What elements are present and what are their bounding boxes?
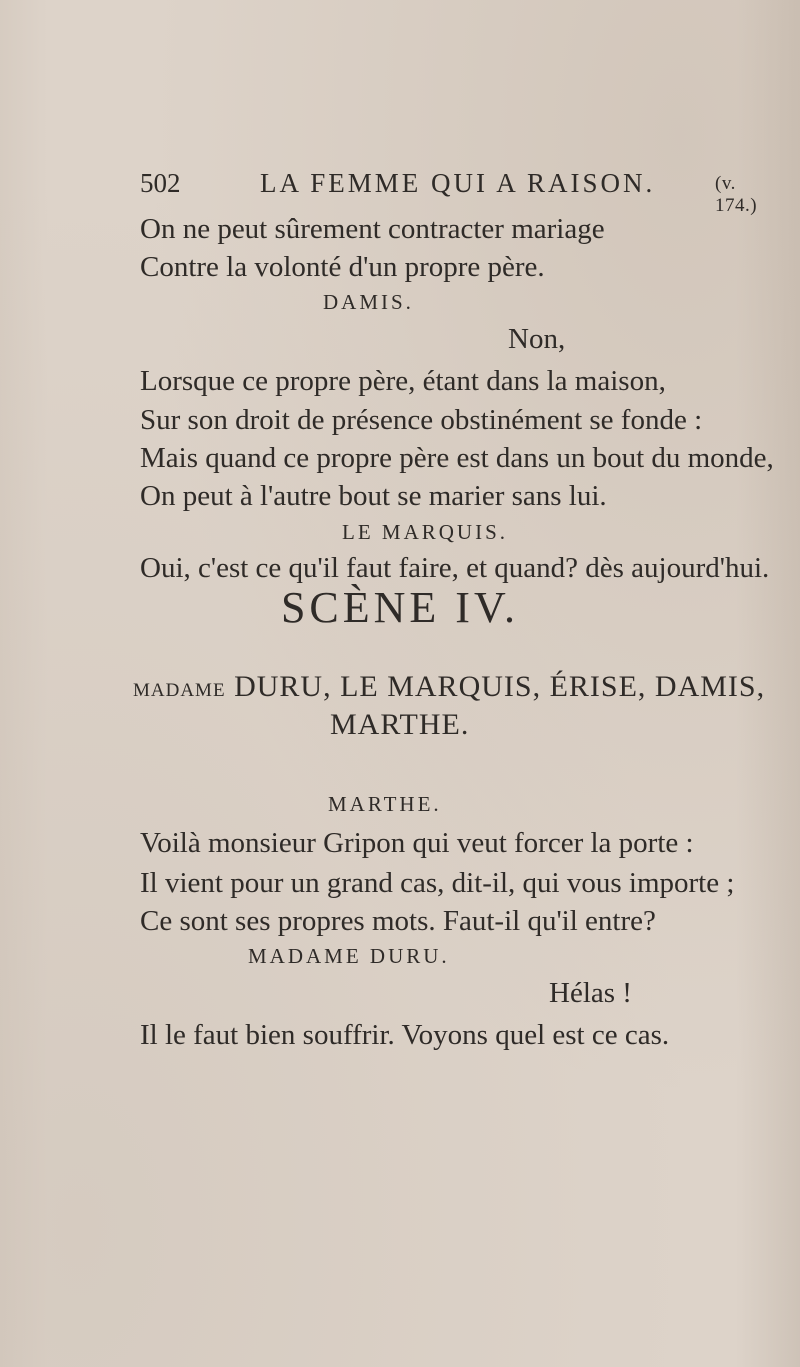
verse-line: Sur son droit de présence obstinément se fonde : (140, 404, 703, 436)
verse-reference: (v. 174.) (715, 173, 758, 216)
speaker-name: MARTHE. (328, 792, 442, 816)
verse-line: Ce sont ses propres mots. Faut-il qu'il entre? (140, 905, 656, 937)
speaker-name: DAMIS. (323, 290, 414, 314)
cast-names: DURU, LE MARQUIS, ÉRISE, DAMIS, (234, 670, 766, 703)
speaker-name: LE MARQUIS. (342, 520, 509, 544)
page-header (140, 168, 780, 216)
verse-line: Mais quand ce propre père est dans un bout du monde, (140, 442, 774, 474)
cast-list (133, 668, 765, 710)
verse-line: Oui, c'est ce qu'il faut faire, et quand? dès aujourd'hui. (140, 552, 770, 584)
running-title: LA FEMME QUI A RAISON. (260, 168, 656, 198)
page-number: 502 (140, 168, 181, 198)
cast-list-continued: MARTHE. (330, 708, 470, 741)
verse-line: On peut à l'autre bout se marier sans lui. (140, 480, 607, 512)
verse-line: On ne peut sûrement contracter mariage (140, 213, 605, 245)
verse-line: Voilà monsieur Gripon qui veut forcer la porte : (140, 827, 694, 859)
speaker-name: MADAME DURU. (248, 944, 450, 968)
cast-prefix: MADAME (133, 680, 226, 701)
verse-line: Hélas ! (549, 977, 632, 1009)
scene-title: SCÈNE IV. (280, 583, 520, 632)
verse-line: Non, (508, 323, 566, 355)
verse-line: Contre la volonté d'un propre père. (140, 251, 545, 283)
verse-line: Il le faut bien souffrir. Voyons quel est ce cas. (140, 1019, 670, 1051)
verse-line: Lorsque ce propre père, étant dans la maison, (140, 365, 666, 397)
verse-line: Il vient pour un grand cas, dit-il, qui vous importe ; (140, 867, 735, 899)
